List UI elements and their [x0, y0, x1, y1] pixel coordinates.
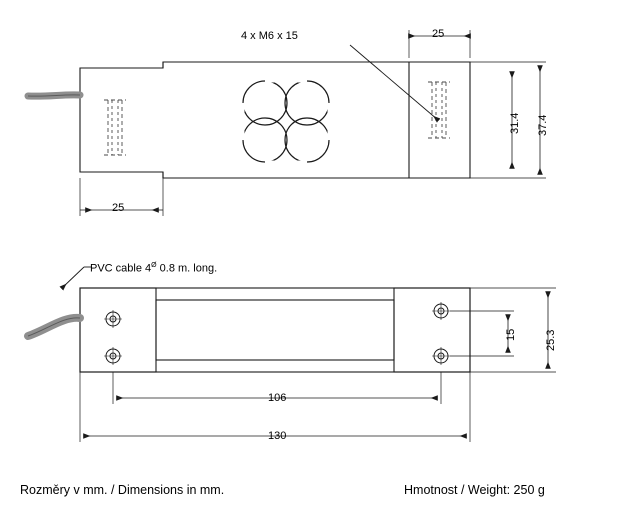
bottom-view-body	[80, 288, 470, 372]
cable-top-view	[28, 95, 80, 96]
dim-vertical-bottom-view	[450, 288, 556, 372]
label-dim-15: 15	[505, 328, 517, 341]
clover-cutout	[243, 81, 329, 162]
cable-callout-suffix: 0.8 m. long.	[156, 262, 218, 275]
dim-vertical-top-view	[409, 62, 546, 178]
footer-dimensions-note: Rozměry v mm. / Dimensions in mm.	[20, 483, 225, 497]
cable-callout-leader	[62, 267, 92, 288]
label-dim-25-top: 25	[432, 28, 445, 40]
cable-callout-prefix: PVC cable 4	[90, 262, 152, 275]
label-dim-106: 106	[268, 392, 287, 404]
label-cable-callout	[90, 260, 217, 275]
label-screw-callout: 4 x M6 x 15	[241, 30, 298, 42]
screw-callout-leader	[350, 45, 438, 120]
cable-bottom-view	[28, 318, 80, 336]
cable-callout-sup: Ø	[151, 262, 157, 269]
label-dim-25-bottom: 25	[112, 202, 125, 214]
footer-weight-note: Hmotnost / Weight: 250 g	[404, 483, 545, 497]
label-dim-37-4: 37.4	[537, 114, 549, 136]
hidden-holes-right	[428, 82, 450, 138]
label-dim-31-4: 31.4	[509, 112, 521, 134]
label-dim-130: 130	[268, 430, 287, 442]
hidden-holes-left	[104, 100, 126, 155]
label-dim-25-3: 25.3	[545, 329, 557, 351]
